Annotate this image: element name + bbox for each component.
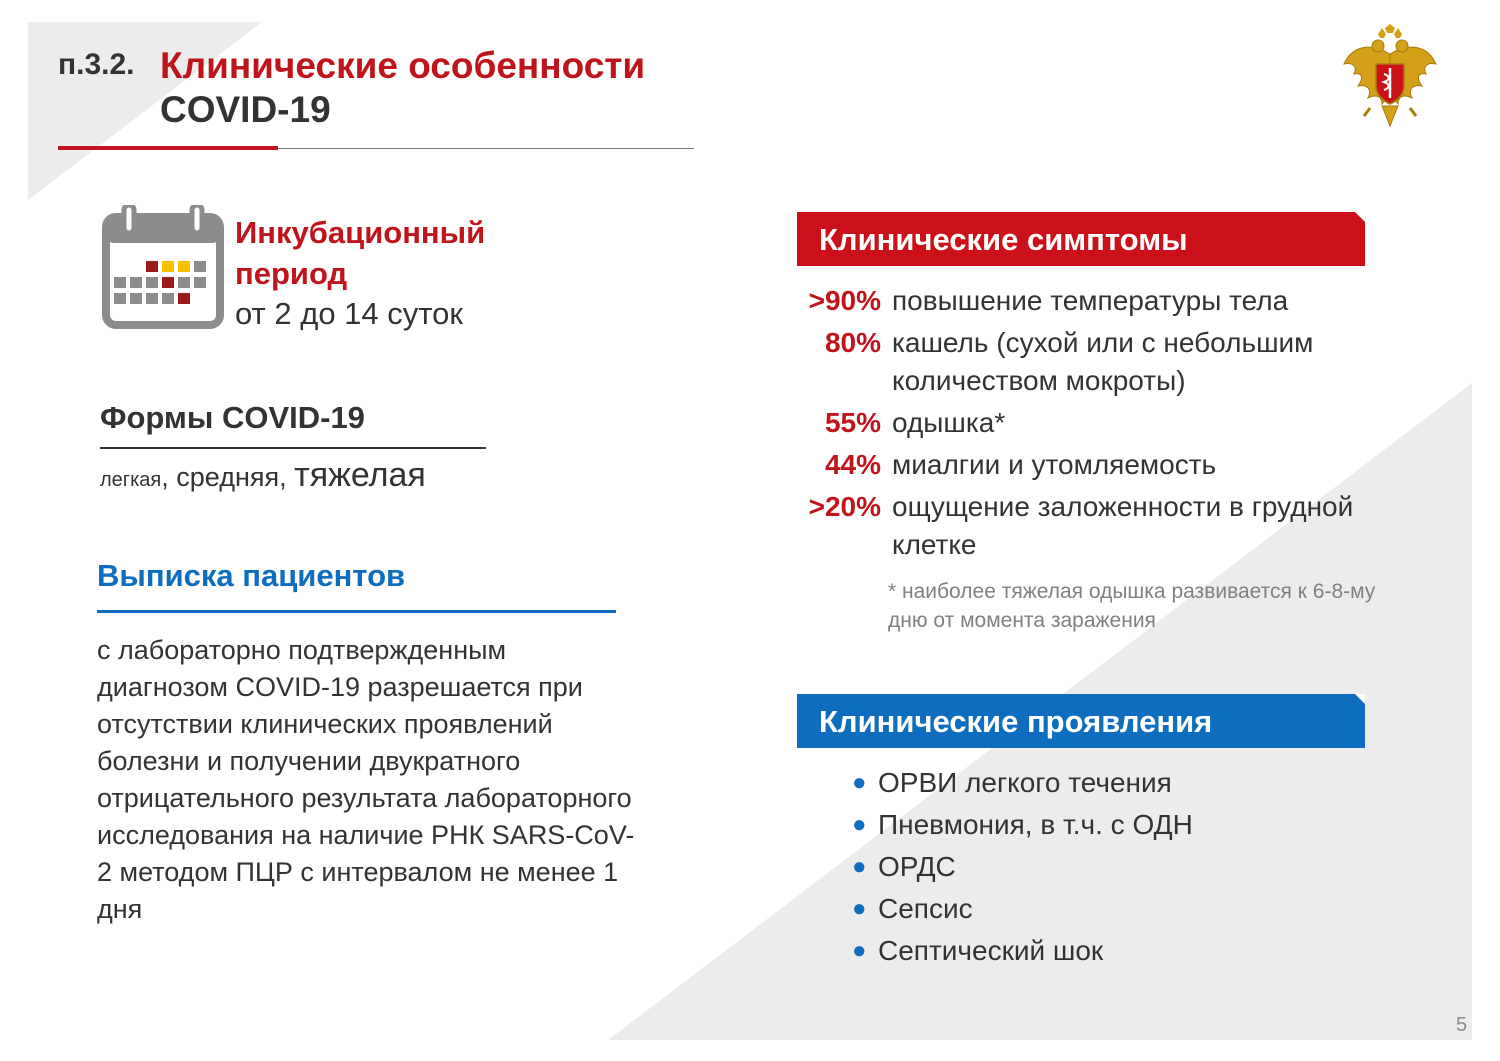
page-number: 5 (1456, 1014, 1468, 1036)
symptom-text: кашель (сухой или с небольшим количеством мокроты) (892, 327, 1314, 396)
symptom-percent: 55% (824, 407, 881, 438)
form-medium: средняя (176, 462, 280, 492)
symptom-item (797, 404, 1417, 442)
symptom-percent: >20% (808, 491, 881, 522)
bullet-icon: ● (852, 937, 867, 964)
manifestation-text: Пневмония, в т.ч. с ОДН (878, 809, 1193, 840)
symptom-item (797, 446, 1417, 484)
symptom-text: повышение температуры тела (892, 285, 1289, 316)
bullet-icon: ● (852, 853, 867, 880)
page-subtitle: COVID-19 (160, 89, 331, 130)
forms-divider (100, 447, 486, 449)
bullet-icon: ● (852, 769, 867, 796)
list-item (848, 930, 1368, 972)
symptom-item (797, 488, 1417, 564)
symptom-text: ощущение заложенности в грудной клетке (892, 491, 1354, 560)
forms-values (100, 456, 426, 495)
double-headed-eagle-emblem (1340, 24, 1440, 134)
title-divider-accent (58, 146, 278, 150)
form-separator: , (161, 462, 177, 492)
section-number: п.3.2. (58, 48, 135, 81)
page-title: Клинические особенности (160, 45, 646, 86)
symptom-item (797, 324, 1417, 400)
ribbon-corner (1355, 694, 1365, 704)
form-separator: , (279, 462, 295, 492)
symptom-item (797, 282, 1417, 320)
symptoms-list (797, 282, 1417, 568)
manifestations-header (797, 694, 1365, 748)
symptoms-title: Клинические симптомы (819, 222, 1188, 257)
symptoms-footnote: * наиболее тяжелая одышка развивается к 6-8-му дню от момента заражения (888, 580, 1376, 632)
discharge-title: Выписка пациентов (97, 558, 406, 593)
symptom-text: одышка* (892, 407, 1006, 438)
manifestations-list (848, 762, 1368, 972)
incubation-title: Инкубационный период (235, 215, 486, 291)
list-item (848, 888, 1368, 930)
form-light: легкая (100, 469, 162, 491)
form-severe: тяжелая (294, 456, 426, 494)
symptoms-header (797, 212, 1365, 266)
discharge-divider (97, 610, 616, 613)
symptom-percent: >90% (808, 285, 881, 316)
list-item (848, 846, 1368, 888)
bullet-icon: ● (852, 895, 867, 922)
forms-title: Формы COVID-19 (100, 400, 365, 435)
symptom-percent: 80% (824, 327, 881, 358)
manifestations-title: Клинические проявления (819, 704, 1213, 739)
list-item (848, 762, 1368, 804)
discharge-text: с лабораторно подтвержденным диагнозом COVID-19 разрешается при отсутствии клинических проявлений болезни и получении двукратного отрицательного результата лабораторного исследования на наличие РНК SARS-CoV-2 методом ПЦР с интервалом не менее 1 дня (97, 635, 635, 924)
manifestation-text: ОРДС (878, 851, 956, 882)
symptom-text: миалгии и утомляемость (892, 449, 1217, 480)
manifestation-text: Септический шок (878, 935, 1104, 966)
manifestation-text: ОРВИ легкого течения (878, 767, 1172, 798)
list-item (848, 804, 1368, 846)
incubation-value: от 2 до 14 суток (235, 296, 463, 331)
manifestation-text: Сепсис (878, 893, 973, 924)
ribbon-corner (1355, 212, 1365, 222)
calendar-icon (102, 205, 224, 329)
symptom-percent: 44% (824, 449, 881, 480)
bullet-icon: ● (852, 811, 867, 838)
